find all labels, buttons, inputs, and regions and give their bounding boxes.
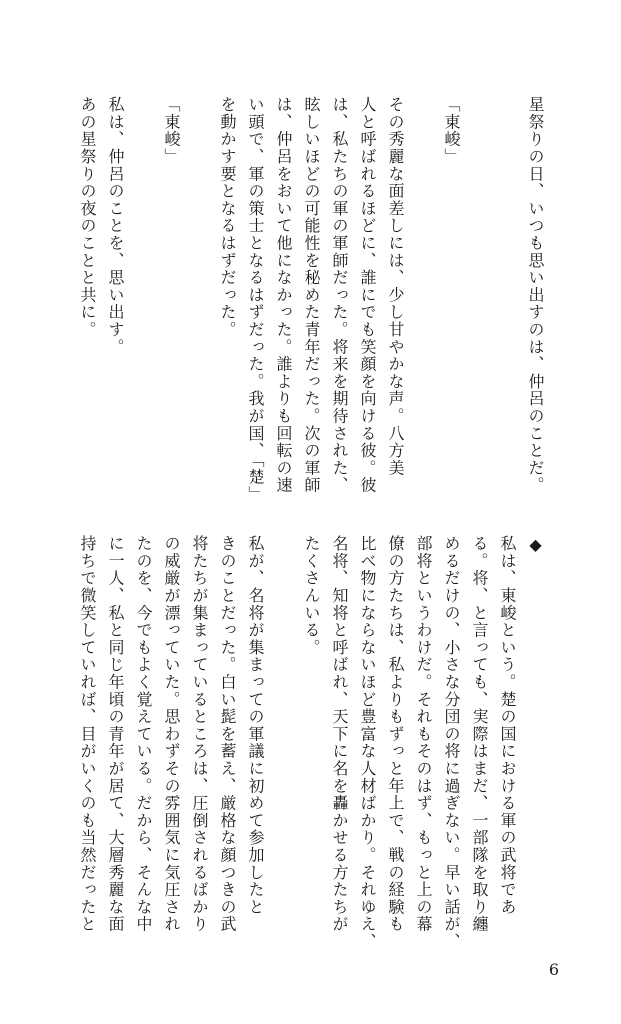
page-number: 6 [548, 960, 559, 979]
text-column: めるだけの、小さな分団の将に過ぎない。早い話が、 [442, 535, 461, 951]
text-column: 比べ物にならないほど豊富な人材ばかり。それゆえ、 [358, 535, 377, 951]
text-column [409, 96, 437, 516]
text-column: あの星祭りの夜のことと共に。 [78, 96, 97, 339]
text-column: 将たちが集まっているところは、圧倒されるばかり [190, 535, 209, 933]
text-column: きのことだった。白い髭を蓄え、厳格な顔つきの武 [218, 535, 237, 933]
text-column: を動かす要となるはずだった。 [218, 96, 237, 339]
text-column [465, 96, 493, 516]
text-column: 私は、仲呂のことを、思い出す。 [106, 96, 125, 356]
text-column: 眩しいほどの可能性を秘めた青年だった。次の軍師 [302, 96, 321, 494]
text-column: 僚の方たちは、私よりもずっと年上で、戦の経験も [386, 535, 405, 933]
text-column: 人と呼ばれるほどに、誰にでも笑顔を向ける彼。彼 [358, 96, 377, 494]
text-column: 私は、東峻という。楚の国における軍の武将であ [498, 535, 517, 916]
text-column: い頭で、軍の策士となるはずだった。我が国、「楚」 [246, 96, 265, 504]
text-column: に一人、私と同じ年頃の青年が居て、大層秀麗な面 [106, 535, 125, 933]
text-column: る。将、と言っても、実際はまだ、一部隊を取り纏 [470, 535, 489, 933]
text-column: 私が、名将が集まっての軍議に初めて参加したと [246, 535, 265, 916]
section-marker-icon: ◆ [526, 535, 545, 556]
text-column [269, 535, 297, 940]
text-column: 名将、知将と呼ばれ、天下に名を轟かせる方たちが [330, 535, 349, 933]
text-column: 持ちで微笑していれば、目がいくのも当然だったと [78, 535, 97, 933]
text-column [185, 96, 213, 516]
lower-text-block [73, 535, 549, 951]
text-column: 「東峻」 [162, 96, 181, 166]
text-column [493, 96, 521, 516]
text-column: 部将というわけだ。それもそのはず、もっと上の幕 [414, 535, 433, 933]
upper-text-block [73, 96, 549, 516]
text-column: の威厳が漂っていた。思わずその雰囲気に気圧され [162, 535, 181, 933]
text-column: は、私たちの軍の軍師だった。将来を期待された、 [330, 96, 349, 494]
text-column: その秀麗な面差しには、少し甘やかな声。八方美 [386, 96, 405, 477]
text-column [129, 96, 157, 516]
text-column: たくさんいる。 [302, 535, 321, 657]
text-column: たのを、今でもよく覚えている。だから、そんな中 [134, 535, 153, 933]
text-column: 「東峻」 [442, 96, 461, 166]
text-column: 星祭りの日、いつも思い出すのは、仲呂のことだ。 [526, 96, 545, 494]
text-column: は、仲呂をおいて他になかった。誰よりも回転の速 [274, 96, 293, 494]
